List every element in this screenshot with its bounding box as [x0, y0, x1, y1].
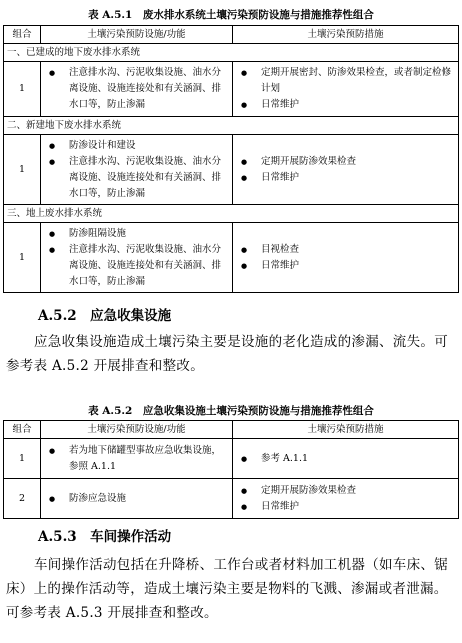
section-row — [4, 205, 459, 223]
header-measures: 土壤污染预防措施 — [233, 421, 459, 439]
list-item: ● 定期开展密封、防渗效果检查，或者制定检修计划 — [261, 65, 454, 97]
list-item: ● 日常维护 — [261, 170, 454, 186]
section-row — [4, 117, 459, 135]
section-title: 二、新建地下废水排水系统 — [4, 117, 459, 135]
list-item: ● 若为地下储罐型事故应急收集设施，参照 A.1.1 — [69, 443, 228, 475]
list-item: ● 参考 A.1.1 — [261, 451, 454, 467]
list-item: ● 定期开展防渗效果检查 — [261, 154, 454, 170]
list-item: ● 日常维护 — [261, 499, 454, 515]
measures-cell — [233, 62, 459, 117]
facilities-cell — [41, 62, 233, 117]
list-item: ● 日常维护 — [261, 97, 454, 113]
table-row — [4, 479, 459, 519]
list-item: ● 注意排水沟、污泥收集设施、油水分离设施、设施连接处和有关涵洞、排水口等，防止渗漏 — [69, 65, 228, 113]
measures-cell — [233, 479, 459, 519]
list-item: ● 注意排水沟、污泥收集设施、油水分离设施、设施连接处和有关涵洞、排水口等，防止渗漏 — [69, 242, 228, 290]
facilities-cell — [41, 439, 233, 479]
list-item: ● 定期开展防渗效果检查 — [261, 483, 454, 499]
paragraph-a52: 应急收集设施造成土壤污染主要是设施的老化造成的渗漏、流失。可参考表 A.5.2 开展排查和整改。 — [6, 334, 448, 374]
combo-number: 1 — [4, 62, 41, 117]
facilities-cell — [41, 135, 233, 205]
header-facilities: 土壤污染预防设施/功能 — [41, 26, 233, 44]
combo-number: 2 — [4, 479, 41, 519]
section-row — [4, 44, 459, 62]
paragraph-a53: 车间操作活动包括在升降桥、工作台或者材料加工机器（如车床、锯床）上的操作活动等，造成土壤污染主要是物料的飞溅、渗漏或者泄漏。可参考表 A.5.3 开展排查和整改。 — [6, 557, 448, 621]
list-item: ● 日常维护 — [261, 258, 454, 274]
list-item: ● 防渗应急设施 — [69, 491, 228, 507]
table1-caption: 表 A.5.1 废水排水系统土壤污染预防设施与措施推荐性组合 — [88, 9, 374, 21]
combo-number: 1 — [4, 223, 41, 293]
section-heading-a52: A.5.2 应急收集设施 — [38, 308, 172, 324]
table-a52 — [3, 420, 459, 519]
header-combo: 组合 — [4, 26, 41, 44]
facilities-cell — [41, 223, 233, 293]
table-row — [4, 223, 459, 293]
table-row — [4, 439, 459, 479]
header-combo: 组合 — [4, 421, 41, 439]
combo-number: 1 — [4, 439, 41, 479]
table-header-row — [4, 421, 459, 439]
list-item: ● 注意排水沟、污泥收集设施、油水分离设施、设施连接处和有关涵洞、排水口等，防止渗漏 — [69, 154, 228, 202]
measures-cell — [233, 135, 459, 205]
section-title: 一、已建成的地下废水排水系统 — [4, 44, 459, 62]
header-measures: 土壤污染预防措施 — [233, 26, 459, 44]
combo-number: 1 — [4, 135, 41, 205]
section-title: 三、地上废水排水系统 — [4, 205, 459, 223]
table-header-row — [4, 26, 459, 44]
list-item: ● 防渗设计和建设 — [69, 138, 228, 154]
header-facilities: 土壤污染预防设施/功能 — [41, 421, 233, 439]
table-row — [4, 135, 459, 205]
table2-caption: 表 A.5.2 应急收集设施土壤污染预防设施与措施推荐性组合 — [88, 405, 374, 417]
list-item: ● 目视检查 — [261, 242, 454, 258]
list-item: ● 防渗阻隔设施 — [69, 226, 228, 242]
table-row — [4, 62, 459, 117]
measures-cell — [233, 439, 459, 479]
section-heading-a53: A.5.3 车间操作活动 — [38, 529, 172, 545]
measures-cell — [233, 223, 459, 293]
facilities-cell — [41, 479, 233, 519]
table-a51 — [3, 25, 459, 293]
